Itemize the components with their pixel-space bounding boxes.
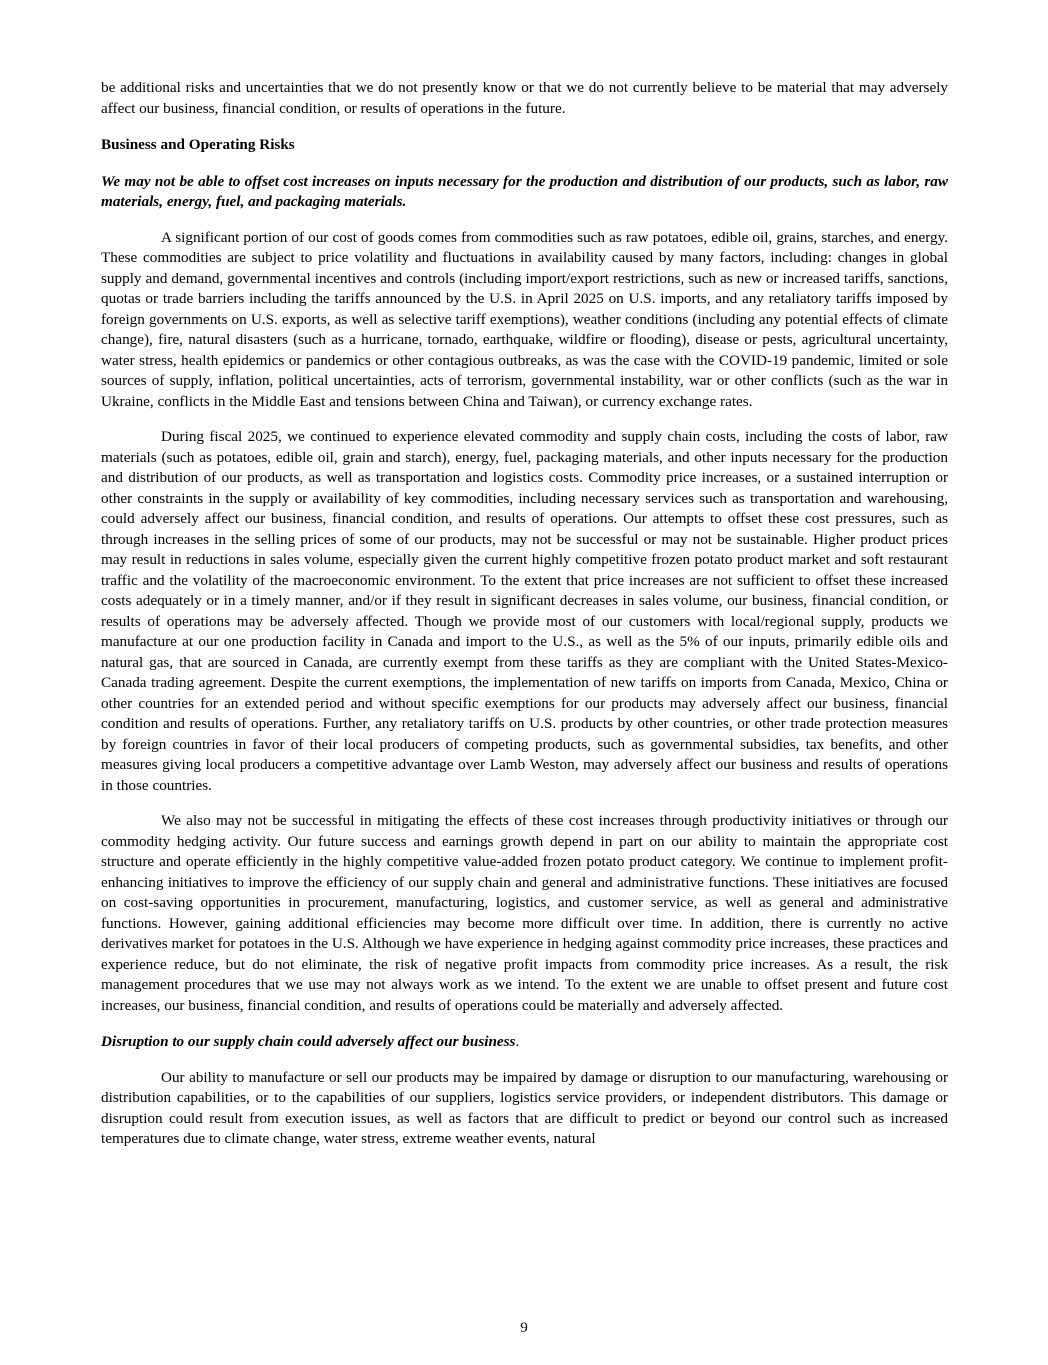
risk-title-cost-increases: We may not be able to offset cost increases on inputs necessary for the production and distribution of our products, such as labor, raw materials, energy, fuel, and packaging materials. (101, 172, 948, 210)
paragraph-supply-chain: Our ability to manufacture or sell our products may be impaired by damage or disruption to our manufacturing, warehousing or distribution capabilities, or to the capabilities of our suppliers, logistics service providers, or independent distributors. This damage or disruption could result from execution issues, as well as factors that are difficult to predict or beyond our control such as increased temperatures due to climate change, water stress, extreme weather events, natural (101, 1068, 948, 1147)
page-number: 9 (520, 1319, 528, 1336)
paragraph-commodities: A significant portion of our cost of goods comes from commodities such as raw potatoes, edible oil, grains, starches, and energy. These commodities are subject to price volatility and fluctuations in availability caused by many factors, including: changes in global supply and demand, governmental incentives and controls (including import/export restrictions, such as new or increased tariffs, sanctions, quotas or trade barriers including the tariffs announced by the U.S. in April 2025 on U.S. imports, and any retaliatory tariffs imposed by foreign governments on U.S. exports, as well as selective tariff exemptions), weather conditions (including any potential effects of climate change), fire, natural disasters (such as a hurricane, tornado, earthquake, wildfire or flooding), disease or pests, agricultural uncertainty, water stress, health epidemics or pandemics or other contagious outbreaks, as was the case with the COVID-19 pandemic, limited or sole sources of supply, inflation, political uncertainties, acts of terrorism, governmental instability, war or other conflicts (such as the war in Ukraine, conflicts in the Middle East and tensions between China and Taiwan), or currency exchange rates. (101, 228, 948, 410)
risk-title-supply-chain-text: Disruption to our supply chain could adversely affect our business (101, 1033, 516, 1050)
section-heading: Business and Operating Risks (101, 136, 295, 153)
paragraph-fiscal-2025: During fiscal 2025, we continued to experience elevated commodity and supply chain costs, including the costs of labor, raw materials (such as potatoes, edible oil, grain and starch), energy, fuel, packaging materials, and other inputs necessary for the production and distribution of our products, as well as transportation and logistics costs. Commodity price increases, or a sustained interruption or other constraints in the supply or availability of key commodities, including necessary services such as transportation and warehousing, could adversely affect our business, financial condition, and results of operations. Our attempts to offset these cost pressures, such as through increases in the selling prices of some of our products, may not be successful or may not be sustainable. Higher product prices may result in reductions in sales volume, especially given the current highly competitive frozen potato product market and soft restaurant traffic and the volatility of the macroeconomic environment. To the extent that price increases are not sufficient to offset these increased costs adequately or in a timely manner, and/or if they result in significant decreases in sales volume, our business, financial condition, or results of operations may be adversely affected. Though we provide most of our customers with local/regional supply, products we manufacture at our one production facility in Canada and import to the U.S., as well as the 5% of our inputs, primarily edible oils and natural gas, that are sourced in Canada, are currently exempt from these tariffs as they are compliant with the United States-Mexico-Canada trading agreement. Despite the current exemptions, the implementation of new tariffs on imports from Canada, Mexico, China or other countries for an extended period and without specific exemptions for our products may adversely affect our business, financial condition and results of operations. Further, any retaliatory tariffs on U.S. products by other countries, or other trade protection measures by foreign countries in favor of their local producers of competing products, such as governmental subsidies, tax benefits, and other measures giving local producers a competitive advantage over Lamb Weston, may adversely affect our business and results of operations in those countries. (101, 428, 948, 794)
paragraph-mitigation: We also may not be successful in mitigating the effects of these cost increases through productivity initiatives or through our commodity hedging activity. Our future success and earnings growth depend in part on our ability to maintain the appropriate cost structure and operate efficiently in the highly competitive value-added frozen potato product category. We continue to implement profit-enhancing initiatives to improve the efficiency of our supply chain and general and administrative functions. These initiatives are focused on cost-saving opportunities in procurement, manufacturing, logistics, and customer service, as well as general and administrative functions. However, gaining additional efficiencies may become more difficult over time. In addition, there is currently no active derivatives market for potatoes in the U.S. Although we have experience in hedging against commodity price increases, these practices and experience reduce, but do not eliminate, the risk of negative profit impacts from commodity price increases. As a result, the risk management procedures that we use may not always work as we intend. To the extent we are unable to offset present and future cost increases, our business, financial condition, and results of operations could be materially and adversely affected. (101, 812, 948, 1014)
risk-title-supply-chain-period: . (515, 1033, 520, 1050)
document-page (101, 78, 948, 1150)
intro-paragraph: be additional risks and uncertainties that we do not presently know or that we do not currently believe to be material that may adversely affect our business, financial condition, or results of operations in the future. (101, 79, 948, 117)
risk-title-supply-chain (101, 1032, 948, 1053)
